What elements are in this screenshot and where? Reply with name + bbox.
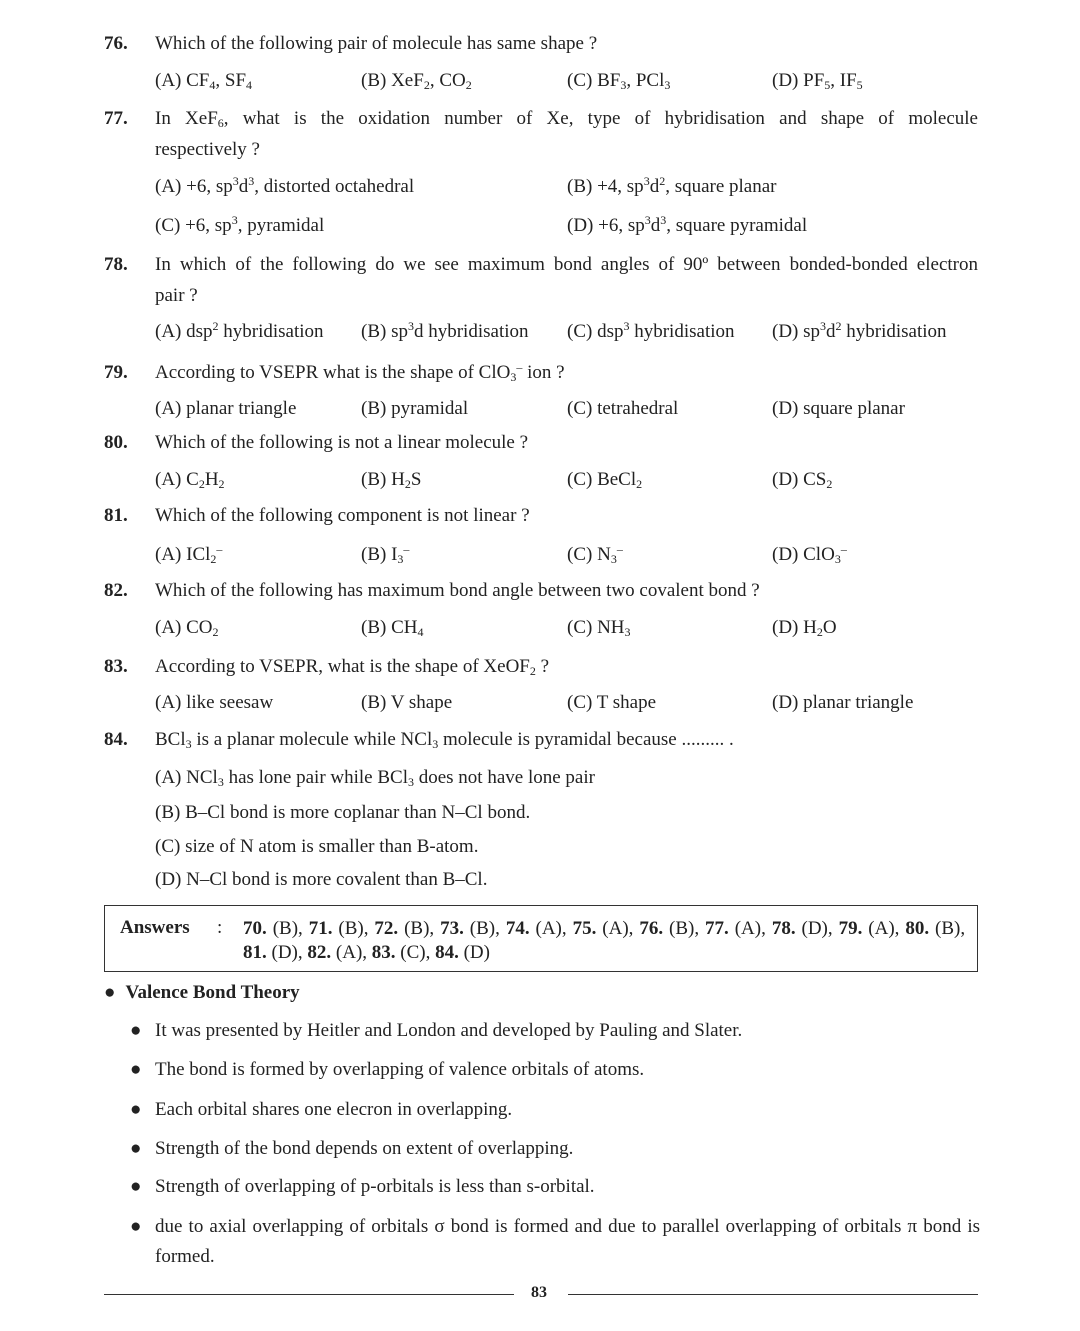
option-b: (B) XeF$_2$, $CO_2$ bbox=[361, 70, 472, 92]
question-stem: According to VSEPR what is the shape of ClO$_3$– ion ? bbox=[155, 360, 565, 384]
question-number: 83. bbox=[104, 656, 128, 677]
option-d: (D) $PF_5$, $IF_5$ bbox=[772, 70, 863, 92]
option-c: (C) BeCl$_2$ bbox=[567, 469, 643, 491]
option-b: (B) B–Cl bond is more coplanar than N–Cl bond. bbox=[155, 802, 531, 823]
page-number: 83 bbox=[531, 1284, 547, 1301]
question-stem: In which of the following do we see maximum bond angles of 90º between bonded-bonded electron bbox=[155, 254, 978, 275]
question-number: 84. bbox=[104, 729, 128, 750]
bullet-icon: ● bbox=[130, 1216, 142, 1237]
answer-number: 72. bbox=[374, 918, 399, 939]
list-item bbox=[130, 1212, 980, 1272]
option-b: (B) $I_3^-$ bbox=[361, 542, 410, 566]
answer-number: 71. bbox=[308, 918, 333, 939]
option-c: (C) $NH_3$ bbox=[567, 617, 631, 639]
question-stem: Which of the following component is not linear ? bbox=[155, 505, 530, 526]
option-c: (C) +6, $sp^3$, pyramidal bbox=[155, 213, 325, 236]
list-item-text: It was presented by Heitler and London and developed by Pauling and Slater. bbox=[155, 1020, 743, 1041]
footer-rule-left bbox=[104, 1294, 514, 1295]
option-c: (C) $N_3^-$ bbox=[567, 542, 623, 566]
list-item bbox=[130, 1016, 980, 1046]
answer-value: (C) bbox=[400, 942, 426, 963]
option-a: (A) $CF_4$, $SF_4$ bbox=[155, 70, 253, 92]
option-b: (B) V shape bbox=[361, 692, 453, 713]
question-stem: BCl$_3$ is a planar molecule while NCl$_3$ molecule is pyramidal because ......... . bbox=[155, 729, 734, 751]
list-item-text: Strength of the bond depends on extent of overlapping. bbox=[155, 1138, 574, 1159]
bullet-icon: ● bbox=[130, 1059, 142, 1080]
list-item-text: Strength of overlapping of p-orbitals is less than s-orbital. bbox=[155, 1176, 595, 1197]
answers-colon: : bbox=[217, 917, 223, 938]
answer-value: (B) bbox=[669, 918, 695, 939]
option-c: (C) size of N atom is smaller than B-atom. bbox=[155, 836, 479, 857]
answer-value: (A) bbox=[602, 918, 629, 939]
answer-number: 78. bbox=[771, 918, 796, 939]
question-number: 76. bbox=[104, 33, 128, 54]
bullet-icon: ● bbox=[104, 982, 116, 1003]
list-item-text: due to axial overlapping of orbitals σ bond is formed and due to parallel overlapping of orbitals π bond is formed. bbox=[155, 1216, 980, 1267]
option-a: (A) like seesaw bbox=[155, 692, 274, 713]
answer-number: 73. bbox=[440, 918, 464, 939]
answer-number: 75. bbox=[572, 918, 597, 939]
question-stem: Which of the following has maximum bond angle between two covalent bond ? bbox=[155, 580, 760, 601]
question-number: 77. bbox=[104, 108, 128, 129]
answer-value: (A) bbox=[868, 918, 895, 939]
section-title bbox=[104, 982, 300, 1004]
answer-value: (D) bbox=[801, 918, 828, 939]
answer-number: 81. bbox=[243, 942, 267, 963]
answer-value: (B) bbox=[404, 918, 430, 939]
option-a: (A) dsp$^2$ hybridisation bbox=[155, 319, 324, 342]
answer-value: (A) bbox=[335, 942, 363, 963]
option-d: (D) $sp^3d^2$ hybridisation bbox=[772, 319, 947, 342]
list-item bbox=[130, 1095, 980, 1125]
bullet-icon: ● bbox=[130, 1138, 142, 1159]
answer-number: 74. bbox=[505, 918, 530, 939]
option-c: (C) T shape bbox=[567, 692, 657, 713]
footer-rule-right bbox=[568, 1294, 978, 1295]
question-stem: Which of the following pair of molecule has same shape ? bbox=[155, 33, 598, 54]
answer-number: 80. bbox=[905, 918, 930, 939]
answer-number: 76. bbox=[639, 918, 664, 939]
answer-value: (B) bbox=[935, 918, 961, 939]
question-number: 81. bbox=[104, 505, 128, 526]
question-stem: According to VSEPR, what is the shape of XeOF$_2$ ? bbox=[155, 656, 550, 678]
option-d: (D) square planar bbox=[772, 398, 905, 419]
question-number: 82. bbox=[104, 580, 128, 601]
bullet-icon: ● bbox=[130, 1176, 142, 1197]
option-d: (D) $H_2O$ bbox=[772, 617, 837, 639]
answer-number: 82. bbox=[307, 942, 332, 963]
question-number: 80. bbox=[104, 432, 128, 453]
answers-label: Answers bbox=[120, 917, 190, 938]
option-a: (A) +6, $sp^3d^3$, distorted octahedral bbox=[155, 174, 415, 197]
answer-value: (B) bbox=[469, 918, 496, 939]
answer-value: (D) bbox=[271, 942, 298, 963]
option-b: (B) $sp^3d$ hybridisation bbox=[361, 319, 529, 342]
list-item bbox=[130, 1172, 980, 1202]
answer-number: 70. bbox=[243, 918, 267, 939]
option-c: (C) dsp$^3$ hybridisation bbox=[567, 319, 735, 342]
answer-value: (D) bbox=[463, 942, 490, 963]
option-b: (B) +4, $sp^3d^2$, square planar bbox=[567, 174, 777, 197]
question-stem: Which of the following is not a linear molecule ? bbox=[155, 432, 529, 453]
option-d: (D) ClO$_3$– bbox=[772, 542, 847, 566]
list-item-text: Each orbital shares one elecron in overlapping. bbox=[155, 1099, 513, 1120]
section-title-text: Valence Bond Theory bbox=[125, 982, 300, 1003]
list-item bbox=[130, 1134, 980, 1164]
answer-number: 83. bbox=[371, 942, 396, 963]
answers-box bbox=[104, 905, 978, 972]
option-c: (C) tetrahedral bbox=[567, 398, 679, 419]
option-b: (B) $CH_4$ bbox=[361, 617, 424, 639]
option-c: (C) $BF_3$, PCl$_3$ bbox=[567, 70, 671, 92]
answer-number: 84. bbox=[435, 942, 459, 963]
option-d: (D) N–Cl bond is more covalent than B–Cl. bbox=[155, 869, 488, 890]
option-a: (A) ICl$_2$– bbox=[155, 542, 223, 566]
answer-number: 79. bbox=[838, 918, 863, 939]
answer-value: (B) bbox=[272, 918, 299, 939]
question-number: 78. bbox=[104, 254, 128, 275]
option-a: (A) $CO_2$ bbox=[155, 617, 219, 639]
bullet-icon: ● bbox=[130, 1020, 142, 1041]
option-a: (A) NCl$_3$ has lone pair while BCl$_3$ does not have lone pair bbox=[155, 767, 595, 789]
answer-number: 77. bbox=[705, 918, 729, 939]
option-d: (D) planar triangle bbox=[772, 692, 914, 713]
option-b: (B) pyramidal bbox=[361, 398, 469, 419]
option-a: (A) $C_2H_2$ bbox=[155, 469, 225, 491]
answers-list: 70. (B), 71. (B), 72. (B), 73. (B), 74. (A), 75. (A), 76. (B), 77. (A), 78. (D), 79. (A), 80. (B), 81. (D), 82. (A), 83. (C), 84. (D) bbox=[243, 918, 966, 963]
question-stem-continued: respectively ? bbox=[155, 139, 260, 160]
question-number: 79. bbox=[104, 362, 128, 383]
option-a: (A) planar triangle bbox=[155, 398, 297, 419]
list-item bbox=[130, 1055, 980, 1085]
list-item-text: The bond is formed by overlapping of valence orbitals of atoms. bbox=[155, 1059, 645, 1080]
question-stem: In XeF$_6$, what is the oxidation number of Xe, type of hybridisation and shape of molecule bbox=[155, 108, 978, 130]
answer-value: (A) bbox=[734, 918, 762, 939]
option-d: (D) $CS_2$ bbox=[772, 469, 833, 491]
bullet-icon: ● bbox=[130, 1099, 142, 1120]
answer-value: (A) bbox=[535, 918, 562, 939]
option-d: (D) +6, $sp^3d^3$, square pyramidal bbox=[567, 213, 808, 236]
option-b: (B) $H_2S$ bbox=[361, 469, 422, 491]
answer-value: (B) bbox=[338, 918, 364, 939]
question-stem-continued: pair ? bbox=[155, 285, 198, 306]
